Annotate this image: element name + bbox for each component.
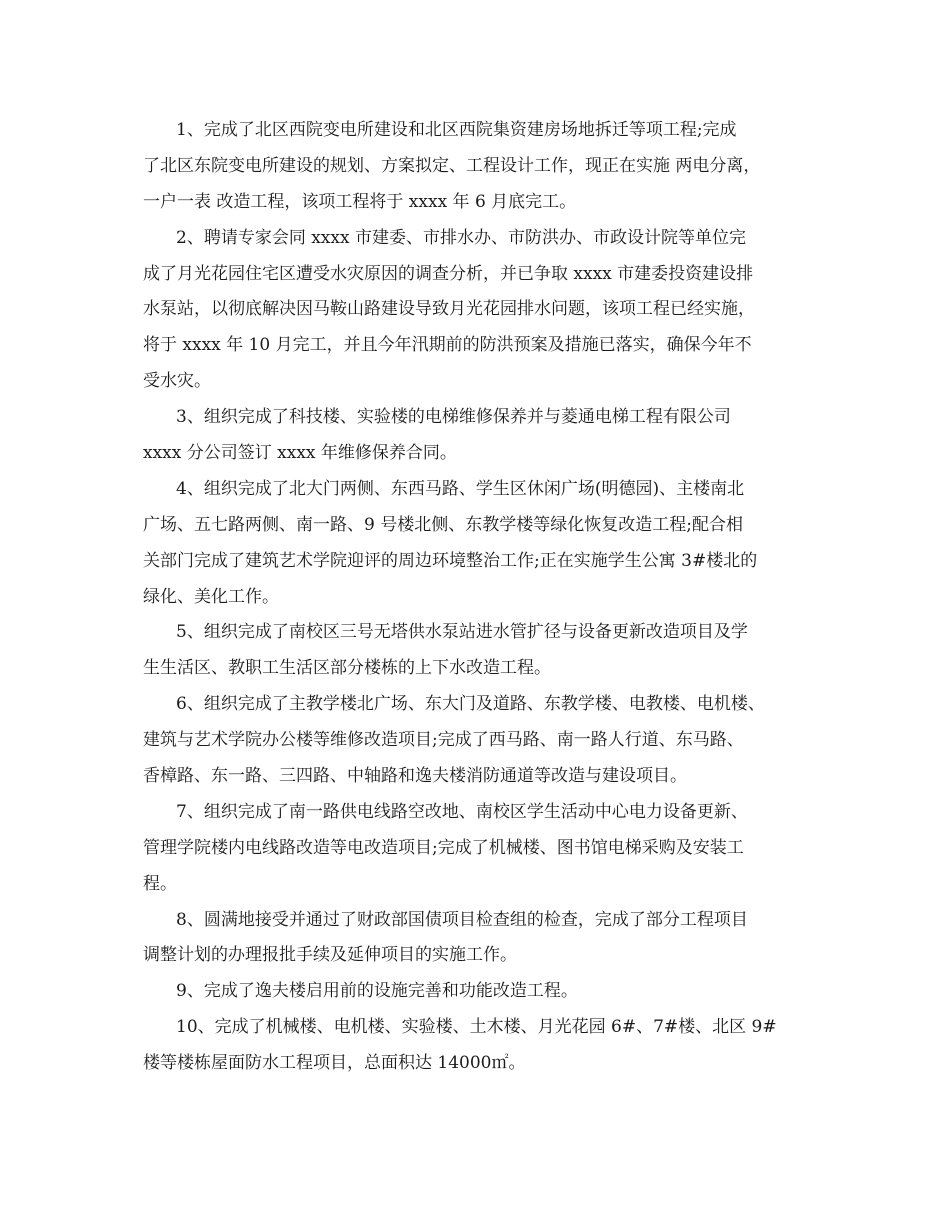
paragraph-7 [143, 795, 825, 903]
paragraph-5 [143, 615, 825, 687]
paragraph-line: 7、组织完成了南一路供电线路空改地、南校区学生活动中心电力设备更新、 [176, 801, 748, 822]
paragraph-line: 管理学院楼内电线路改造等电改造项目;完成了机械楼、图书馆电梯采购及安装工 [143, 837, 744, 858]
paragraph-line: 一户一表 改造工程，该项工程将于 xxxx 年 6 月底完工。 [143, 191, 577, 212]
paragraph-line: 受水灾。 [143, 371, 211, 392]
paragraph-line: 程。 [143, 873, 177, 894]
paragraph-line: 2、聘请专家会同 xxxx 市建委、市排水办、市防洪办、市政设计院等单位完 [176, 227, 746, 248]
paragraph-line: 3、组织完成了科技楼、实验楼的电梯维修保养并与菱通电梯工程有限公司 [176, 407, 731, 428]
paragraph-8 [143, 903, 825, 975]
paragraph-line: 将于 xxxx 年 10 月完工，并且今年汛期前的防洪预案及措施已落实，确保今年不 [143, 335, 752, 356]
paragraph-line: 生生活区、教职工生活区部分楼栋的上下水改造工程。 [143, 658, 551, 679]
paragraph-line: xxxx 分公司签订 xxxx 年维修保养合同。 [143, 443, 457, 464]
paragraph-line: 绿化、美化工作。 [143, 586, 279, 607]
paragraph-line: 楼等楼栋屋面防水工程项目，总面积达 14000㎡。 [143, 1053, 526, 1074]
paragraph-line: 5、组织完成了南校区三号无塔供水泵站进水管扩径与设备更新改造项目及学 [176, 622, 748, 643]
paragraph-4 [143, 472, 825, 616]
paragraph-line: 水泵站，以彻底解决因马鞍山路建设导致月光花园排水问题，该项工程已经实施， [143, 299, 755, 320]
paragraph-3 [143, 400, 825, 472]
paragraph-line: 4、组织完成了北大门两侧、东西马路、学生区休闲广场(明德园)、主楼南北 [176, 478, 745, 499]
paragraph-9 [143, 974, 825, 1010]
paragraph-line: 8、圆满地接受并通过了财政部国债项目检查组的检查，完成了部分工程项目 [176, 909, 748, 930]
document-page [143, 113, 825, 1082]
paragraph-line: 1、完成了北区西院变电所建设和北区西院集资建房场地拆迁等项工程;完成 [176, 120, 737, 140]
paragraph-1 [143, 113, 825, 221]
document-body [143, 113, 825, 1082]
paragraph-line: 成了月光花园住宅区遭受水灾原因的调查分析，并已争取 xxxx 市建委投资建设排 [143, 263, 754, 284]
paragraph-line: 10、完成了机械楼、电机楼、实验楼、土木楼、月光花园 6#、7#楼、北区 9# [176, 1017, 777, 1038]
paragraph-line: 9、完成了逸夫楼启用前的设施完善和功能改造工程。 [176, 981, 578, 1002]
paragraph-10 [143, 1010, 825, 1082]
paragraph-line: 建筑与艺术学院办公楼等维修改造项目;完成了西马路、南一路人行道、东马路、 [143, 730, 744, 751]
paragraph-line: 关部门完成了建筑艺术学院迎评的周边环境整治工作;正在实施学生公寓 3#楼北的 [143, 550, 758, 571]
paragraph-line: 香樟路、东一路、三四路、中轴路和逸夫楼消防通道等改造与建设项目。 [143, 766, 687, 787]
paragraph-line: 6、组织完成了主教学楼北广场、东大门及道路、东教学楼、电教楼、电机楼、 [176, 694, 765, 715]
paragraph-line: 调整计划的办理报批手续及延伸项目的实施工作。 [143, 945, 517, 966]
paragraph-line: 广场、五七路两侧、南一路、9 号楼北侧、东教学楼等绿化恢复改造工程;配合相 [143, 514, 743, 535]
paragraph-2 [143, 221, 825, 400]
paragraph-6 [143, 687, 825, 795]
paragraph-line: 了北区东院变电所建设的规划、方案拟定、工程设计工作，现正在实施 两电分离， [143, 155, 761, 176]
